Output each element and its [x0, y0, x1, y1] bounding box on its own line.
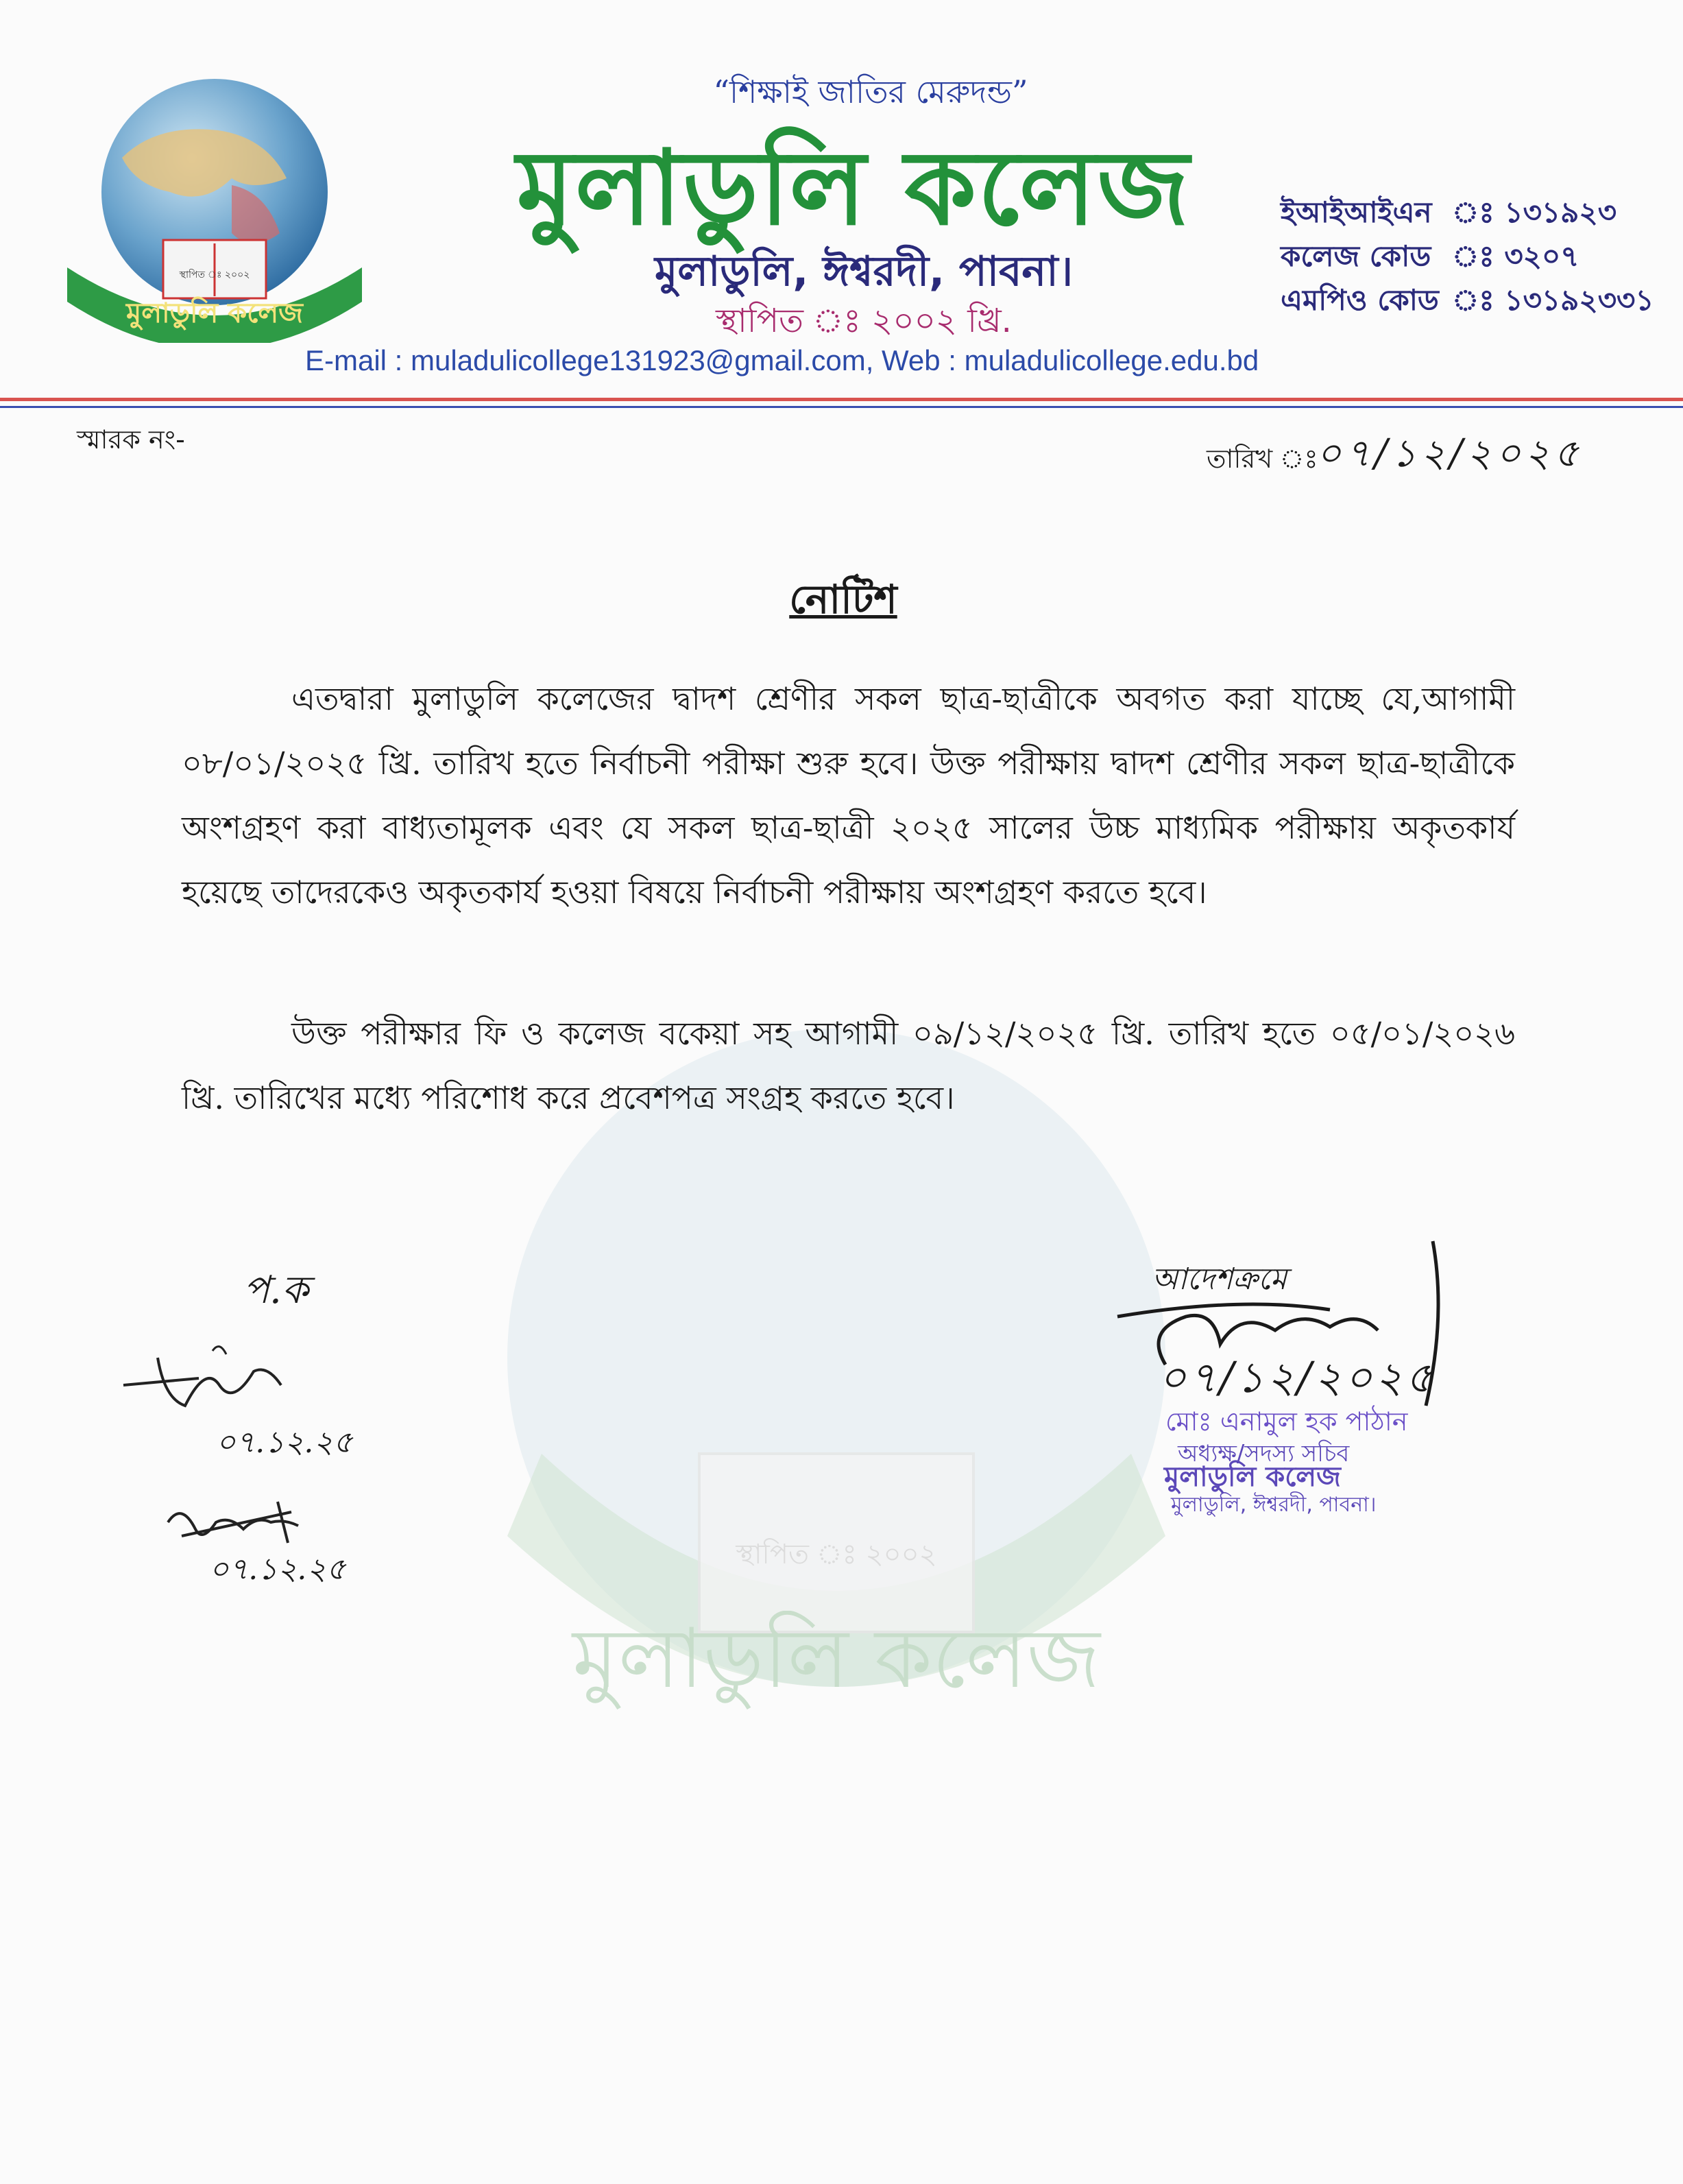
college-logo: [60, 75, 369, 343]
signature-2-date: ০৭.১২.২৫: [209, 1552, 346, 1587]
svg-text:স্থাপিত ঃ ২০০২: স্থাপিত ঃ ২০০২: [179, 269, 250, 280]
college-address: মুলাডুলি, ঈশ্বরদী, পাবনা।: [654, 248, 1074, 296]
svg-text:মুলাডুলি কলেজ: মুলাডুলি কলেজ: [126, 298, 303, 329]
principal-signature-date: ০৭/১২/২০২৫: [1159, 1352, 1436, 1402]
memo-number-label: স্মারক নং-: [77, 424, 185, 455]
code-value: ঃ ১৩১৯২৩: [1452, 195, 1617, 229]
header-divider-blue: [0, 406, 1683, 408]
contact-line: E-mail : muladulicollege131923@gmail.com, Web : muladulicollege.edu.bd: [305, 344, 1259, 376]
svg-text:মুলাডুলি কলেজ: মুলাডুলি কলেজ: [572, 1611, 1101, 1707]
svg-text:স্থাপিত ঃ ২০০২: স্থাপিত ঃ ২০০২: [736, 1539, 937, 1570]
by-order-text: আদেশক্রমে: [1152, 1262, 1287, 1297]
notice-paragraph: উক্ত পরীক্ষার ফি ও কলেজ বকেয়া সহ আগামী ০৯/১২/২০২৫ খ্রি. তারিখ হতে ০৫/০১/২০২৬ খ্রি. তারিখের মধ্যে পরিশোধ করে প্রবেশপত্র সংগ্রহ করতে হবে।: [182, 1015, 1515, 1116]
founded-year: স্থাপিত ঃ ২০০২ খ্রি.: [716, 302, 1012, 340]
code-row: [1281, 280, 1664, 324]
date-label: তারিখ ঃ: [1207, 444, 1318, 474]
college-name: মুলাডুলি কলেজ: [516, 129, 1191, 248]
code-row: [1281, 236, 1664, 280]
college-motto: “শিক্ষাই জাতির মেরুদন্ড”: [713, 73, 1028, 110]
handwritten-date: ০৭/১২/২০২৫: [1316, 431, 1583, 476]
code-label: এমপিও কোড: [1281, 283, 1439, 317]
stamp-college: মুলাডুলি কলেজ: [1164, 1461, 1341, 1493]
code-row: [1281, 192, 1664, 236]
stamp-address: মুলাডুলি, ঈশ্বরদী, পাবনা।: [1171, 1493, 1377, 1517]
stamp-title: অধ্যক্ষ/সদস্য সচিব: [1178, 1440, 1350, 1467]
signature-1-date: ০৭.১২.২৫: [216, 1425, 353, 1460]
institution-codes: [1281, 192, 1664, 324]
handwritten-initials: প.ক: [243, 1268, 308, 1312]
notice-title: নোটিশ: [789, 576, 897, 623]
code-label: ইআইআইএন: [1281, 195, 1432, 229]
stamp-name: মোঃ এনামুল হক পাঠান: [1165, 1406, 1408, 1437]
header-divider-red: [0, 398, 1683, 401]
code-label: কলেজ কোড: [1281, 239, 1431, 273]
code-value: ঃ ৩২০৭: [1452, 239, 1579, 273]
notice-paragraph: এতদ্বারা মুলাডুলি কলেজের দ্বাদশ শ্রেণীর সকল ছাত্র-ছাত্রীকে অবগত করা যাচ্ছে যে,আগামী ০৮/০১/২০২৫ খ্রি. তারিখ হতে নির্বাচনী পরীক্ষা শুরু হবে। উক্ত পরীক্ষায় দ্বাদশ শ্রেণীর সকল ছাত্র-ছাত্রীকে অংশগ্রহণ করা বাধ্যতামূলক এবং যে সকল ছাত্র-ছাত্রী ২০২৫ সালের উচ্চ মাধ্যমিক পরীক্ষায় অকৃতকার্য হয়েছে তাদেরকেও অকৃতকার্য হওয়া বিষয়ে নির্বাচনী পরীক্ষায় অংশগ্রহণ করতে হবে।: [182, 680, 1515, 911]
code-value: ঃ ১৩১৯২৩৩১: [1452, 283, 1654, 317]
handwritten-signature-1: [117, 1337, 322, 1419]
